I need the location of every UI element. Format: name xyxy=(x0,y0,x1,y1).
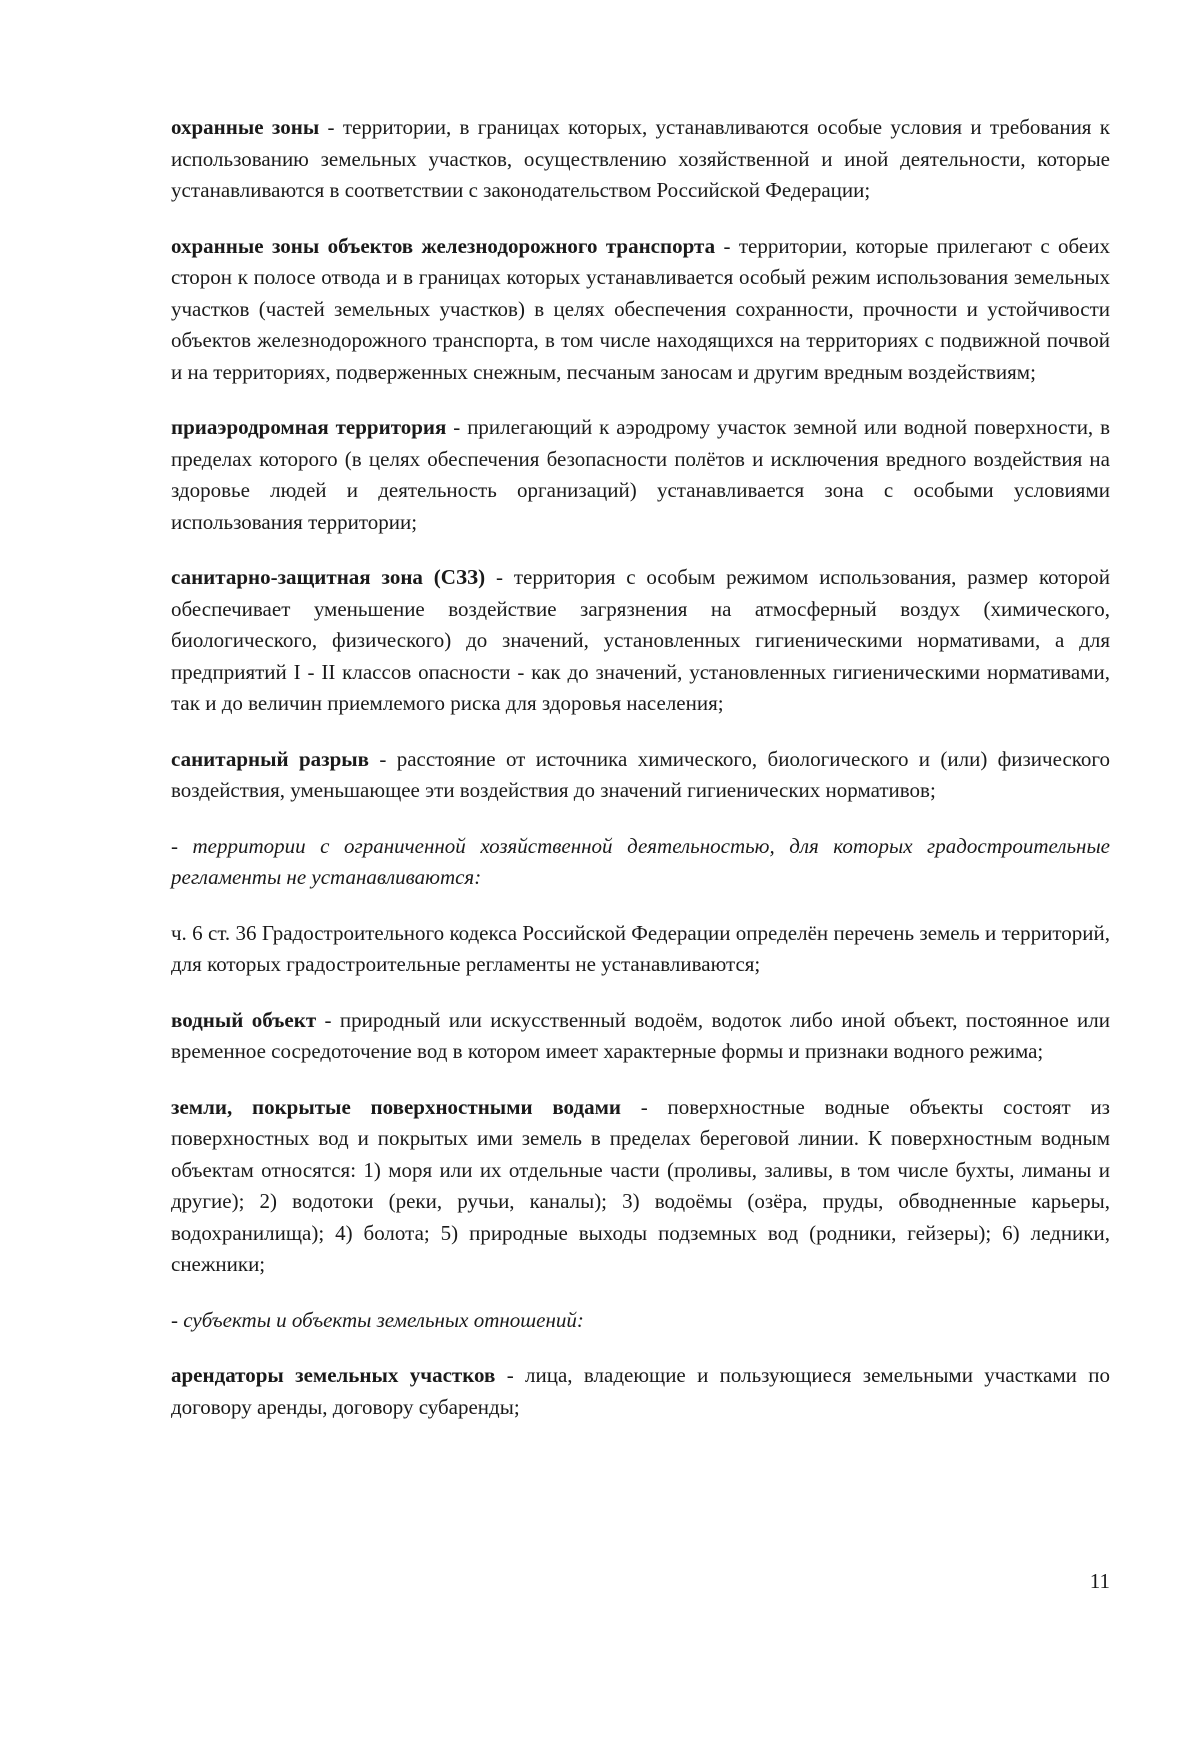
definition-paragraph xyxy=(171,231,1110,389)
section-heading: - субъекты и объекты земельных отношений: xyxy=(171,1307,584,1332)
definition-text: - поверхностные водные объекты состоят из поверхностных вод и покрытых ими земель в пределах береговой линии. К поверхностным водным объектам относятся: 1) моря или их отдельные части (проливы, заливы, в том числе бухты, лиманы и другие); 2) водотоки (реки, ручьи, каналы); 3) водоёмы (озёра, пруды, обводненные карьеры, водохранилища); 4) болота; 5) природные выходы подземных вод (родники, гейзеры); 6) ледники, снежники; xyxy=(171,1094,1110,1276)
page-number: 11 xyxy=(1089,1569,1110,1593)
definition-term: приаэродромная территория xyxy=(171,415,447,439)
definition-text: - прилегающий к аэродрому участок земной или водной поверхности, в пределах которого (в целях обеспечения безопасности полётов и исключения вредного воздействия на здоровье людей и деятельность организаций) устанавливается зона с особыми условиями использования территории; xyxy=(171,415,1110,534)
definition-text: - природный или искусственный водоём, водоток либо иной объект, постоянное или временное сосредоточение вод в котором имеет характерные формы и признаки водного режима; xyxy=(171,1007,1110,1063)
definition-paragraph xyxy=(171,1092,1110,1281)
definition-term: санитарный разрыв xyxy=(171,746,370,771)
definition-paragraph xyxy=(171,412,1110,538)
definition-term: охранные зоны объектов железнодорожного транспорта xyxy=(171,233,716,258)
definition-term: санитарно-защитная зона (СЗЗ) xyxy=(171,565,486,589)
definition-paragraph xyxy=(171,112,1110,207)
definition-text: - территории, в границах которых, устанавливаются особые условия и требования к использованию земельных участков, осуществлению хозяйственной и иной деятельности, которые устанавливаются в соответствии с законодательством Российской Федерации; xyxy=(171,115,1110,202)
section-heading: - территории с ограниченной хозяйственной деятельностью, для которых градостроительные регламенты не устанавливаются: xyxy=(171,833,1110,889)
document-page xyxy=(171,112,1110,1447)
definition-term: земли, покрытые поверхностными водами xyxy=(171,1094,621,1119)
definition-text: - территории, которые прилегают с обеих сторон к полосе отвода и в границах которых устанавливается особый режим использования земельных участков (частей земельных участков) в целях обеспечения сохранности, прочности и устойчивости объектов железнодорожного транспорта, в том числе находящихся на территориях с подвижной почвой и на территориях, подверженных снежным, песчаным заносам и другим вредным воздействиям; xyxy=(171,233,1110,384)
definition-text: - территория с особым режимом использования, размер которой обеспечивает уменьшение воздействие загрязнения на атмосферный воздух (химического, биологического, физического) до значений, установленных гигиеническими нормативами, а для предприятий I - II классов опасности - как до значений, установленных гигиеническими нормативами, так и до величин приемлемого риска для здоровья населения; xyxy=(171,565,1111,715)
plain-paragraph: ч. 6 ст. 36 Градостроительного кодекса Российской Федерации определён перечень земель и территорий, для которых градостроительные регламенты не устанавливаются; xyxy=(171,920,1110,976)
definition-term: охранные зоны xyxy=(171,115,320,139)
definition-paragraph xyxy=(171,1360,1110,1423)
definition-paragraph xyxy=(171,1005,1110,1068)
definition-text: - расстояние от источника химического, биологического и (или) физического воздействия, уменьшающее эти воздействия до значений гигиенических нормативов; xyxy=(171,746,1110,802)
definition-paragraph xyxy=(171,744,1110,807)
definition-paragraph xyxy=(171,562,1110,720)
definition-term: водный объект xyxy=(171,1007,317,1032)
definition-term: арендаторы земельных участков xyxy=(171,1363,496,1387)
definition-text: - лица, владеющие и пользующиеся земельными участками по договору аренды, договору субаренды; xyxy=(171,1363,1110,1419)
